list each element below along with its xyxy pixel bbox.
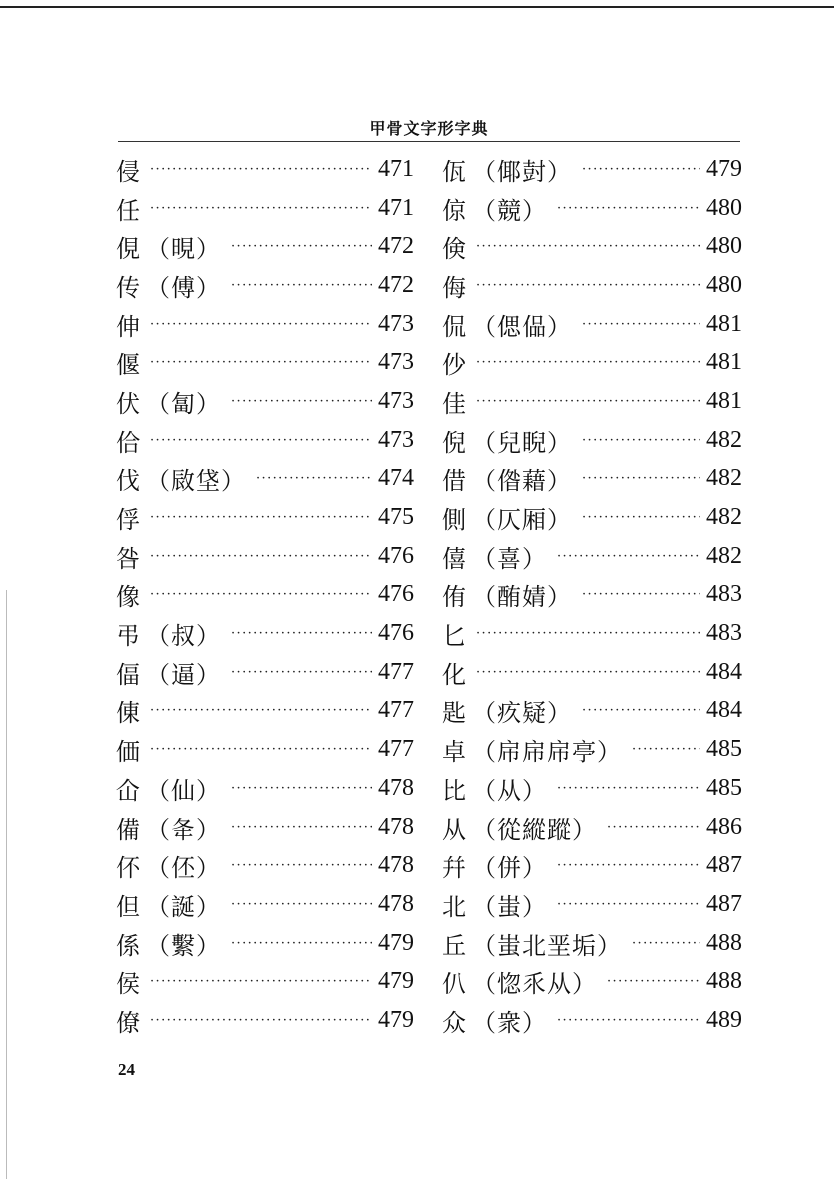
dot-leader: [557, 550, 700, 563]
entry-character: 係: [116, 931, 140, 960]
entry-page-number: 473: [378, 387, 414, 414]
index-entry: [116, 343, 414, 382]
index-entry: [442, 730, 742, 769]
entry-page-number: 477: [378, 697, 414, 724]
entry-page-number: 486: [706, 813, 742, 840]
index-entry: [116, 382, 414, 421]
entry-variants: （帍帍帍亭）: [472, 738, 622, 767]
entry-variants: （蚩）: [472, 892, 547, 921]
index-entry: [116, 846, 414, 885]
entry-page-number: 471: [378, 194, 414, 221]
index-entry: [116, 730, 414, 769]
dot-leader: [231, 395, 372, 408]
dot-leader: [582, 472, 700, 485]
dot-leader: [476, 666, 700, 679]
entry-page-number: 474: [378, 465, 414, 492]
entry-page-number: 479: [378, 1006, 414, 1033]
index-entry: [116, 460, 414, 499]
entry-variants: （匐）: [146, 389, 221, 418]
index-column-left: [116, 150, 414, 1040]
entry-variants: （繫）: [146, 931, 221, 960]
entry-character: 北: [442, 892, 466, 921]
entry-character: 偪: [116, 660, 140, 689]
dot-leader: [632, 743, 700, 756]
entry-character: 从: [442, 815, 466, 844]
dot-leader: [256, 472, 372, 485]
entry-character: 弔: [116, 622, 140, 651]
entry-character: 備: [116, 815, 140, 844]
entry-page-number: 489: [706, 1006, 742, 1033]
entry-page-number: 471: [378, 155, 414, 182]
entry-page-number: 478: [378, 774, 414, 801]
dot-leader: [150, 588, 372, 601]
index-entry: [442, 885, 742, 924]
entry-variants: （競）: [472, 196, 547, 225]
entry-character: 匕: [442, 622, 466, 651]
dot-leader: [150, 356, 372, 369]
index-entry: [116, 150, 414, 189]
entry-character: 侵: [116, 157, 140, 186]
entry-character: 幷: [442, 854, 466, 883]
dot-leader: [150, 511, 372, 524]
header-rule: [118, 141, 740, 142]
entry-variants: （傅）: [146, 273, 221, 302]
entry-page-number: 479: [378, 968, 414, 995]
scan-edge-top: [0, 6, 834, 8]
entry-character: 僚: [116, 1008, 140, 1037]
entry-character: 側: [442, 506, 466, 535]
entry-page-number: 476: [378, 542, 414, 569]
entry-variants: （伾）: [146, 854, 221, 883]
entry-page-number: 472: [378, 233, 414, 260]
entry-page-number: 477: [378, 658, 414, 685]
dot-leader: [150, 163, 372, 176]
entry-variants: （兒睨）: [472, 428, 572, 457]
entry-character: 化: [442, 660, 466, 689]
entry-page-number: 478: [378, 890, 414, 917]
entry-variants: （倻尌）: [472, 157, 572, 186]
index-entry: [116, 305, 414, 344]
entry-character: 倹: [442, 235, 466, 264]
entry-page-number: 477: [378, 736, 414, 763]
dot-leader: [476, 279, 700, 292]
entry-page-number: 481: [706, 310, 742, 337]
index-entry: [116, 692, 414, 731]
dot-leader: [231, 279, 372, 292]
entry-variants: （疚疑）: [472, 699, 572, 728]
dot-leader: [582, 704, 700, 717]
dot-leader: [582, 588, 700, 601]
entry-variants: （偲偘）: [472, 312, 572, 341]
dot-leader: [476, 240, 700, 253]
dot-leader: [231, 859, 372, 872]
entry-variants: （敐垡）: [146, 467, 246, 496]
entry-character: 伸: [116, 312, 140, 341]
entry-character: 侃: [442, 312, 466, 341]
entry-character: 倪: [442, 428, 466, 457]
index-entry: [116, 227, 414, 266]
entry-character: 卓: [442, 738, 466, 767]
dot-leader: [632, 937, 700, 950]
dot-leader: [231, 937, 372, 950]
entry-page-number: 479: [378, 929, 414, 956]
entry-variants: （從縱蹤）: [472, 815, 597, 844]
dot-leader: [607, 821, 700, 834]
entry-page-number: 478: [378, 813, 414, 840]
dot-leader: [150, 1014, 372, 1027]
index-entry: [442, 692, 742, 731]
entry-page-number: 485: [706, 774, 742, 801]
index-entry: [442, 924, 742, 963]
entry-page-number: 473: [378, 426, 414, 453]
index-entry: [442, 421, 742, 460]
index-entry: [116, 769, 414, 808]
entry-character: 倞: [442, 196, 466, 225]
entry-page-number: 487: [706, 890, 742, 917]
entry-character: 丘: [442, 931, 466, 960]
entry-character: 偃: [116, 351, 140, 380]
index-entry: [116, 614, 414, 653]
index-entry: [116, 537, 414, 576]
entry-variants: （叔）: [146, 622, 221, 651]
index-entry: [442, 769, 742, 808]
scan-edge-left: [6, 590, 7, 1179]
index-entry: [442, 460, 742, 499]
index-entry: [116, 1001, 414, 1040]
index-entry: [116, 189, 414, 228]
entry-variants: （仙）: [146, 776, 221, 805]
entry-variants: （誕）: [146, 892, 221, 921]
entry-character: 俘: [116, 506, 140, 535]
entry-character: 侮: [442, 273, 466, 302]
entry-page-number: 483: [706, 620, 742, 647]
entry-page-number: 488: [706, 929, 742, 956]
index-entry: [116, 498, 414, 537]
entry-character: 但: [116, 892, 140, 921]
dot-leader: [582, 511, 700, 524]
entry-character: 匙: [442, 699, 466, 728]
index-entry: [442, 343, 742, 382]
index-entry: [442, 227, 742, 266]
dot-leader: [231, 898, 372, 911]
entry-page-number: 480: [706, 233, 742, 260]
entry-character: 伏: [116, 389, 140, 418]
entry-variants: （仄厢）: [472, 506, 572, 535]
index-entry: [442, 576, 742, 615]
dot-leader: [150, 318, 372, 331]
index-column-right: [442, 150, 742, 1040]
dot-leader: [150, 202, 372, 215]
entry-character: 仚: [116, 776, 140, 805]
entry-page-number: 480: [706, 271, 742, 298]
entry-character: 佤: [442, 157, 466, 186]
index-entry: [116, 962, 414, 1001]
entry-character: 伐: [116, 467, 140, 496]
running-head: 甲骨文字形字典: [369, 119, 489, 138]
entry-page-number: 484: [706, 697, 742, 724]
dot-leader: [582, 434, 700, 447]
index-entry: [442, 1001, 742, 1040]
entry-variants: （衆）: [472, 1008, 547, 1037]
entry-page-number: 473: [378, 310, 414, 337]
entry-character: 侑: [442, 583, 466, 612]
entry-page-number: 482: [706, 504, 742, 531]
index-entry: [442, 614, 742, 653]
dot-leader: [150, 704, 372, 717]
entry-character: 仯: [442, 351, 466, 380]
dot-leader: [231, 821, 372, 834]
entry-page-number: 475: [378, 504, 414, 531]
entry-character: 侯: [116, 970, 140, 999]
entry-page-number: 482: [706, 542, 742, 569]
entry-page-number: 485: [706, 736, 742, 763]
entry-character: 借: [442, 467, 466, 496]
entry-page-number: 482: [706, 465, 742, 492]
entry-character: 仈: [442, 970, 466, 999]
entry-variants: （惚乑从）: [472, 970, 597, 999]
dot-leader: [557, 1014, 700, 1027]
index-entry: [116, 653, 414, 692]
entry-variants: （酭婧）: [472, 583, 572, 612]
entry-variants: （併）: [472, 854, 547, 883]
entry-page-number: 484: [706, 658, 742, 685]
entry-character: 僖: [442, 544, 466, 573]
index-entry: [116, 266, 414, 305]
entry-page-number: 488: [706, 968, 742, 995]
index-entry: [116, 576, 414, 615]
entry-variants: （晛）: [146, 235, 221, 264]
entry-page-number: 472: [378, 271, 414, 298]
dot-leader: [607, 975, 700, 988]
entry-variants: （偺藉）: [472, 467, 572, 496]
dot-leader: [582, 318, 700, 331]
dot-leader: [231, 666, 372, 679]
dot-leader: [557, 859, 700, 872]
entry-variants: （蚩北垩垢）: [472, 931, 622, 960]
index-entry: [116, 924, 414, 963]
index-entry: [116, 421, 414, 460]
index-entry: [442, 382, 742, 421]
index-entry: [442, 537, 742, 576]
entry-character: 咎: [116, 544, 140, 573]
dot-leader: [582, 163, 700, 176]
dot-leader: [231, 782, 372, 795]
dot-leader: [557, 898, 700, 911]
entry-character: 比: [442, 776, 466, 805]
dot-leader: [231, 240, 372, 253]
entry-page-number: 476: [378, 581, 414, 608]
index-entry: [442, 150, 742, 189]
entry-character: 众: [442, 1008, 466, 1037]
entry-variants: （逼）: [146, 660, 221, 689]
index-entry: [442, 498, 742, 537]
dot-leader: [231, 627, 372, 640]
index-entry: [442, 846, 742, 885]
entry-page-number: 487: [706, 852, 742, 879]
page-number: 24: [118, 1060, 135, 1079]
index-entry: [116, 885, 414, 924]
entry-page-number: 483: [706, 581, 742, 608]
entry-variants: （从）: [472, 776, 547, 805]
entry-page-number: 473: [378, 349, 414, 376]
entry-page-number: 481: [706, 349, 742, 376]
entry-character: 传: [116, 273, 140, 302]
entry-character: 佮: [116, 428, 140, 457]
entry-page-number: 481: [706, 387, 742, 414]
dot-leader: [150, 434, 372, 447]
index-entry: [442, 653, 742, 692]
dot-leader: [150, 743, 372, 756]
dot-leader: [476, 395, 700, 408]
dot-leader: [557, 782, 700, 795]
entry-page-number: 480: [706, 194, 742, 221]
entry-character: 任: [116, 196, 140, 225]
index-entry: [442, 962, 742, 1001]
entry-variants: （夅）: [146, 815, 221, 844]
index-entry: [442, 189, 742, 228]
entry-character: 価: [116, 738, 140, 767]
index-entry: [442, 808, 742, 847]
dot-leader: [150, 975, 372, 988]
entry-page-number: 478: [378, 852, 414, 879]
dot-leader: [557, 202, 700, 215]
entry-variants: （喜）: [472, 544, 547, 573]
entry-character: 倲: [116, 699, 140, 728]
entry-page-number: 476: [378, 620, 414, 647]
dot-leader: [150, 550, 372, 563]
entry-page-number: 479: [706, 155, 742, 182]
dot-leader: [476, 356, 700, 369]
entry-character: 佳: [442, 389, 466, 418]
index-entry: [442, 305, 742, 344]
dot-leader: [476, 627, 700, 640]
index-entry: [116, 808, 414, 847]
entry-page-number: 482: [706, 426, 742, 453]
entry-character: 像: [116, 583, 140, 612]
entry-character: 伓: [116, 854, 140, 883]
entry-character: 俔: [116, 235, 140, 264]
index-entry: [442, 266, 742, 305]
